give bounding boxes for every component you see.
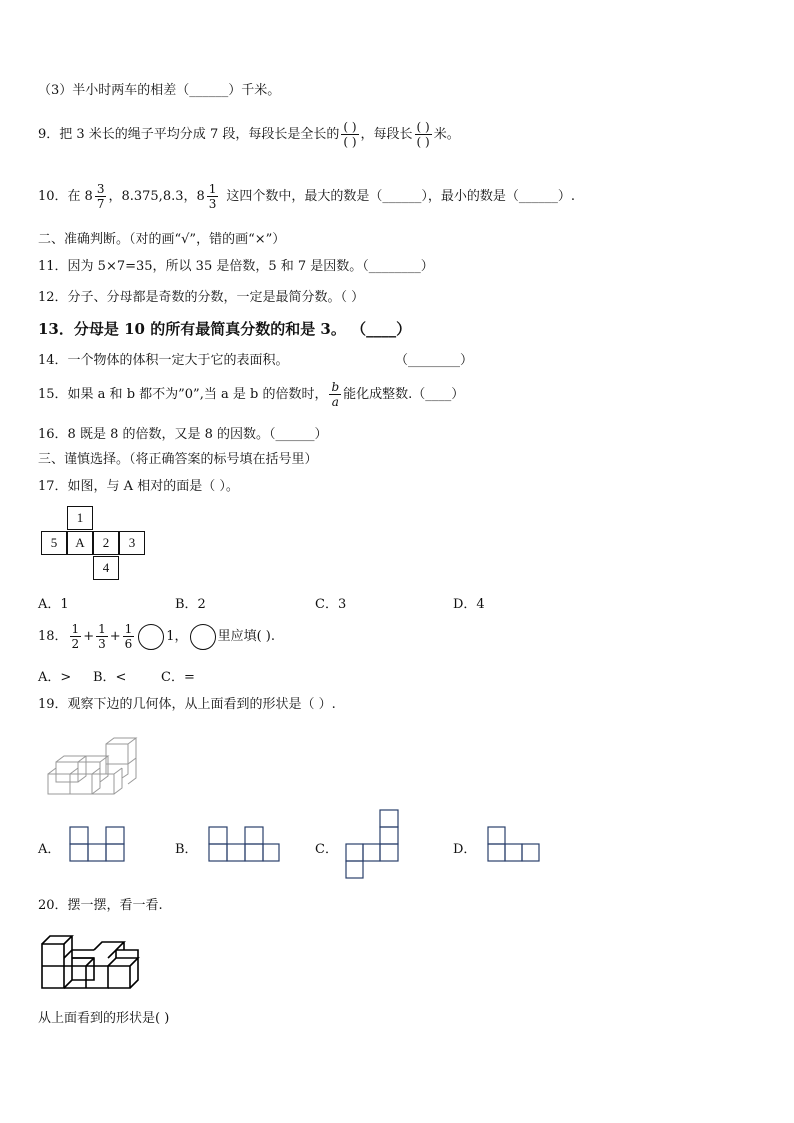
frac-den: a (331, 395, 339, 409)
q17-option-b[interactable]: B．2 (175, 597, 206, 612)
question-12: 12．分子、分母都是奇数的分数，一定是最简分数。（ ） (38, 290, 365, 305)
net-cell-right-2: 3 (119, 531, 145, 555)
net-cell-top: 1 (67, 506, 93, 530)
q8-3-text: （3）半小时两车的相差（______）千米。 (38, 83, 281, 98)
frac-num: 1 (124, 622, 133, 636)
frac-den: 3 (98, 637, 106, 651)
plus-sign: + (109, 628, 121, 644)
question-17: 17．如图，与 A 相对的面是（ ）。 (38, 479, 239, 494)
q18-option-a[interactable]: A．> (38, 670, 72, 685)
q9-text-b: ，每段长 (360, 126, 413, 142)
q19-option-d-shape (488, 827, 542, 863)
q19-option-c[interactable]: C． (315, 842, 338, 857)
q10-text-mid: ，8.375,8.3， (108, 188, 197, 204)
question-14: 14．一个物体的体积一定大于它的表面积。 (38, 353, 289, 368)
frac-num: b (331, 380, 340, 394)
question-13: 13．分母是 10 的所有最简真分数的和是 3。 （____） (38, 320, 412, 338)
net-cell-left: 5 (41, 531, 67, 555)
net-cell-right-1: 2 (93, 531, 119, 555)
q18-option-c[interactable]: C．= (161, 670, 195, 685)
frac-num: 1 (71, 622, 80, 636)
q17-option-c[interactable]: C．3 (315, 597, 347, 612)
net-cell-center: A (67, 531, 93, 555)
q18-text-b: 1， (166, 628, 188, 644)
q18-text-c: 里应填( ). (217, 628, 275, 644)
frac-num: 3 (96, 182, 105, 196)
question-11: 11．因为 5×7=35，所以 35 是倍数，5 和 7 是因数。（________） (38, 259, 434, 274)
q19-option-a[interactable]: A． (38, 842, 61, 857)
question-10 (38, 182, 575, 211)
frac-num: ( ) (343, 120, 357, 134)
section-3-heading: 三、谨慎选择。（将正确答案的标号填在括号里） (38, 452, 318, 467)
q17-option-a[interactable]: A．1 (38, 597, 69, 612)
question-16: 16．8 既是 8 的倍数，又是 8 的因数。（______） (38, 427, 328, 442)
question-9 (38, 120, 460, 149)
mixed-whole: 8 (196, 188, 205, 204)
frac-den: ( ) (416, 135, 430, 149)
question-18 (38, 622, 275, 651)
question-15 (38, 380, 464, 409)
frac-den: 7 (96, 197, 105, 211)
q19-option-d[interactable]: D． (453, 842, 477, 857)
q15-text-b: 能化成整数.（____） (343, 386, 465, 402)
q19-option-b-shape (209, 827, 281, 863)
q19-option-a-shape (70, 827, 126, 863)
q10-mixed-number-2 (197, 182, 221, 211)
compare-circle-blank[interactable] (138, 624, 164, 650)
frac-den: 2 (71, 637, 80, 651)
cube-net-figure (41, 506, 145, 580)
q9-text-a: 9．把 3 米长的绳子平均分成 7 段，每段长是全长的 (38, 126, 340, 142)
q17-option-d[interactable]: D．4 (453, 597, 485, 612)
frac-num: ( ) (416, 120, 430, 134)
q19-option-c-shape (346, 810, 402, 880)
q10-mixed-number-1 (81, 182, 109, 211)
q18-number: 18． (38, 628, 68, 644)
frac-den: 6 (124, 637, 133, 651)
q19-option-b[interactable]: B． (175, 842, 198, 857)
question-19: 19．观察下边的几何体，从上面看到的形状是（ ）. (38, 697, 336, 712)
frac-num: 1 (98, 622, 106, 636)
q9-fraction-blank-1 (341, 120, 358, 149)
q10-text-a: 10．在 (38, 188, 81, 204)
net-cell-bottom: 4 (93, 556, 119, 580)
section-2-heading: 二、准确判断。（对的画“√”，错的画“×”） (38, 232, 286, 247)
mixed-whole: 8 (84, 188, 93, 204)
question-20: 20．摆一摆，看一看. (38, 898, 163, 913)
circle-icon (190, 624, 216, 650)
q15-text-a: 15．如果 a 和 b 都不为”0”,当 a 是 b 的倍数时， (38, 386, 328, 402)
q10-text-b: 这四个数中，最大的数是（______），最小的数是（______）. (226, 188, 576, 204)
q9-text-c: 米。 (433, 126, 460, 142)
q19-solid-figure (46, 734, 136, 796)
q20-prompt: 从上面看到的形状是( ) (38, 1011, 170, 1026)
frac-den: ( ) (343, 135, 357, 149)
frac-num: 1 (208, 182, 217, 196)
frac-den: 3 (208, 197, 217, 211)
q15-fraction (329, 380, 341, 409)
q20-cube-stack-figure (40, 932, 144, 992)
q14-blank: （________） (395, 353, 474, 368)
q18-option-b[interactable]: B．< (93, 670, 127, 685)
plus-sign: + (83, 628, 95, 644)
q9-fraction-blank-2 (415, 120, 432, 149)
